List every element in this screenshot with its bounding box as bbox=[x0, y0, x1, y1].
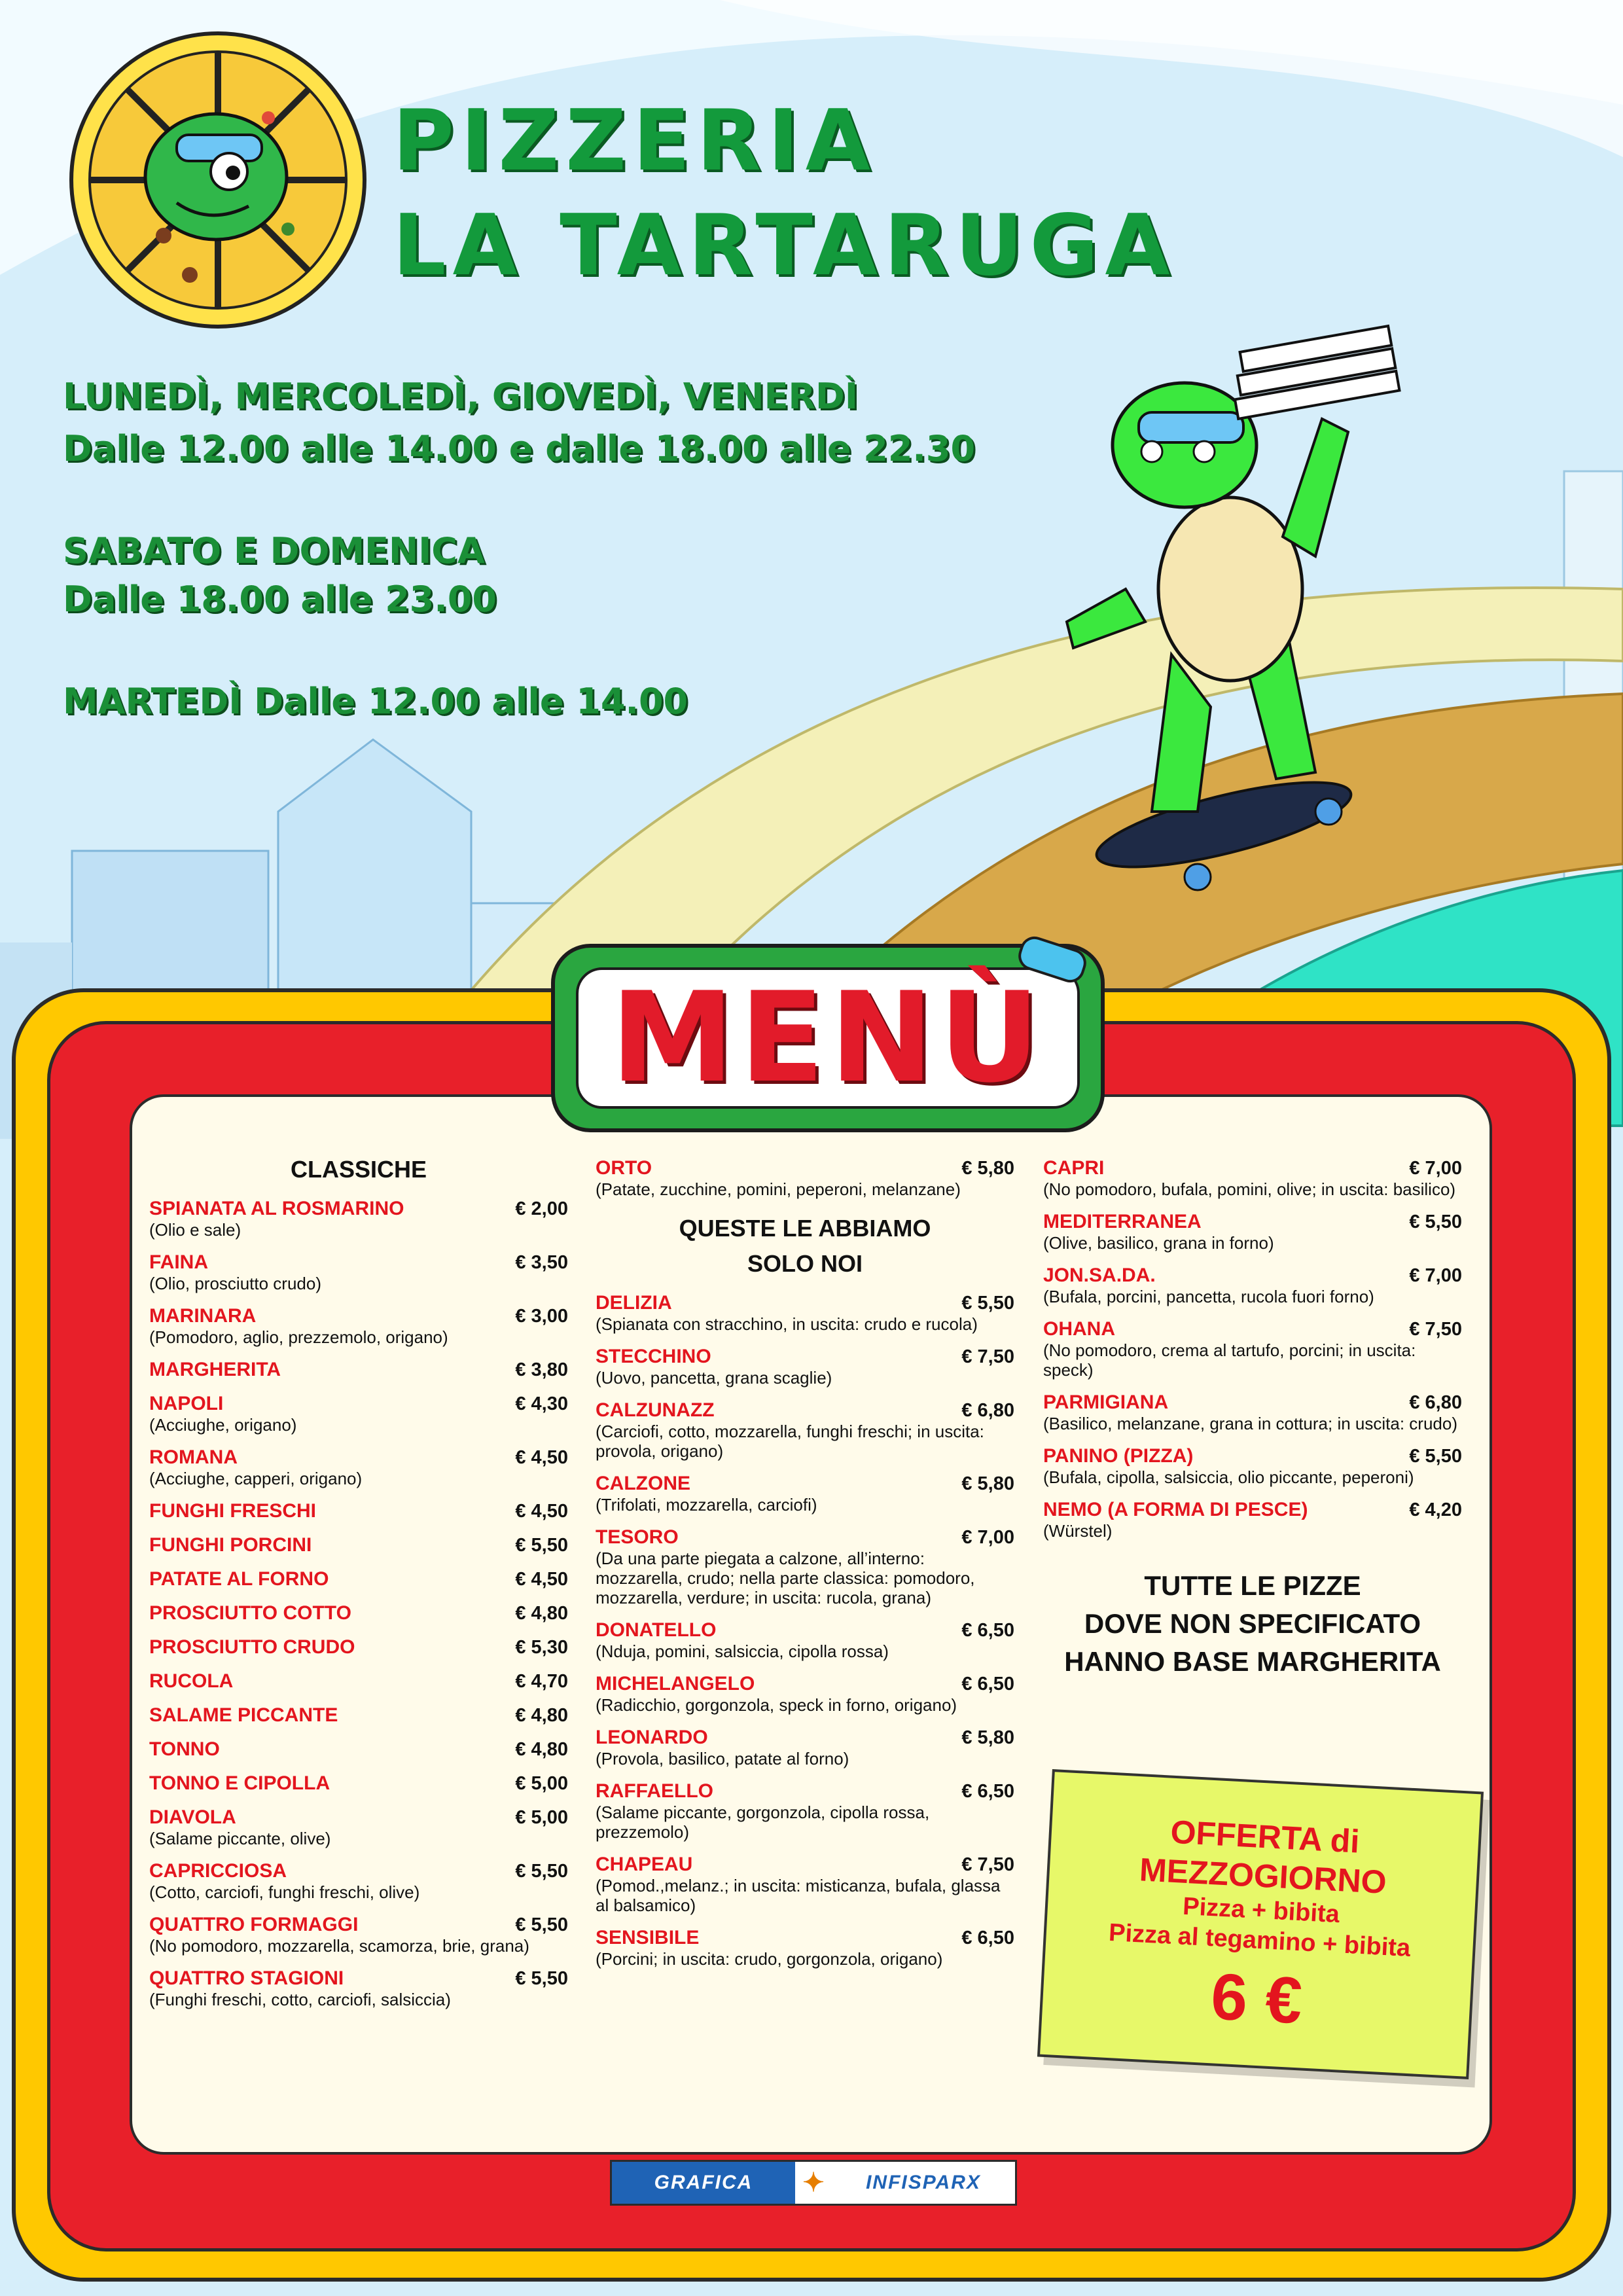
menu-item bbox=[596, 1292, 1014, 1334]
menu-item-price: € 5,80 bbox=[961, 1473, 1014, 1494]
logo-text-right: INFISPARX bbox=[832, 2162, 1015, 2204]
menu-item-name: CALZONE bbox=[596, 1473, 690, 1494]
menu-item-name: DONATELLO bbox=[596, 1619, 717, 1641]
menu-item-name: TONNO bbox=[149, 1738, 220, 1760]
lunch-offer-card bbox=[1037, 1769, 1484, 2079]
menu-item-description: (Provola, basilico, patate al forno) bbox=[596, 1749, 849, 1768]
menu-item-description: (Cotto, carciofi, funghi freschi, olive) bbox=[149, 1882, 420, 1902]
logo-text-left: GRAFICA bbox=[612, 2162, 795, 2204]
menu-item-name: PANINO (PIZZA) bbox=[1043, 1445, 1194, 1467]
menu-item-price: € 2,00 bbox=[515, 1198, 568, 1219]
menu-item-name: CAPRICCIOSA bbox=[149, 1860, 287, 1882]
menu-item-price: € 4,80 bbox=[515, 1739, 568, 1760]
menu-item-description: (Bufala, porcini, pancetta, rucola fuori forno) bbox=[1043, 1287, 1374, 1306]
menu-item-name: FUNGHI FRESCHI bbox=[149, 1500, 316, 1522]
menu-item bbox=[149, 1738, 568, 1761]
menu-item bbox=[149, 1500, 568, 1522]
menu-item-price: € 7,00 bbox=[1409, 1265, 1462, 1286]
menu-item-price: € 5,80 bbox=[961, 1727, 1014, 1748]
menu-item bbox=[596, 1399, 1014, 1461]
menu-item-price: € 3,50 bbox=[515, 1252, 568, 1273]
offer-title-line-1: OFFERTA di bbox=[1169, 1813, 1361, 1860]
offer-price: 6 € bbox=[1209, 1960, 1304, 2038]
title-line-1: PIZZERIA bbox=[393, 92, 877, 190]
section-heading-classiche: CLASSICHE bbox=[290, 1156, 427, 1183]
menu-item-price: € 5,80 bbox=[961, 1158, 1014, 1179]
menu-item-description: (Porcini; in uscita: crudo, gorgonzola, origano) bbox=[596, 1949, 943, 1969]
menu-item-description: (Acciughe, origano) bbox=[149, 1415, 297, 1435]
menu-item bbox=[596, 1927, 1014, 1969]
menu-item-name: QUATTRO STAGIONI bbox=[149, 1967, 344, 1989]
menu-item-price: € 4,50 bbox=[515, 1501, 568, 1522]
menu-item-name: JON.SA.DA. bbox=[1043, 1265, 1156, 1286]
menu-item-description: (No pomodoro, mozzarella, scamorza, brie, grana) bbox=[149, 1936, 529, 1956]
menu-item-price: € 6,80 bbox=[1409, 1392, 1462, 1413]
menu-item bbox=[596, 1780, 1014, 1842]
star-icon: ✦ bbox=[795, 2162, 832, 2204]
menu-item-price: € 5,50 bbox=[515, 1914, 568, 1935]
menu-item bbox=[149, 1534, 568, 1556]
menu-item bbox=[596, 1526, 1014, 1607]
section-heading-specials bbox=[596, 1211, 1014, 1282]
menu-item-description: (Pomodoro, aglio, prezzemolo, origano) bbox=[149, 1327, 448, 1347]
menu-item-name: MARINARA bbox=[149, 1305, 257, 1327]
offer-line-1: Pizza + bibita bbox=[1182, 1892, 1340, 1929]
menu-item-price: € 3,00 bbox=[515, 1306, 568, 1327]
note-line-2: DOVE NON SPECIFICATO bbox=[1084, 1608, 1421, 1639]
menu-item-description: (Uovo, pancetta, grana scaglie) bbox=[596, 1368, 832, 1388]
menu-item-description: (Bufala, cipolla, salsiccia, olio piccante, peperoni) bbox=[1043, 1467, 1414, 1487]
note-line-1: TUTTE LE PIZZE bbox=[1144, 1570, 1361, 1601]
menu-item-price: € 7,00 bbox=[961, 1527, 1014, 1548]
offer-title-line-2: MEZZOGIORNO bbox=[1138, 1851, 1387, 1901]
menu-item-price: € 7,50 bbox=[961, 1346, 1014, 1367]
menu-item-description: (Salame piccante, olive) bbox=[149, 1829, 331, 1848]
menu-item bbox=[1043, 1445, 1462, 1487]
menu-item bbox=[149, 1251, 568, 1293]
menu-item-name: FAINA bbox=[149, 1251, 208, 1273]
menu-item-price: € 5,30 bbox=[515, 1637, 568, 1658]
menu-item-price: € 5,50 bbox=[515, 1861, 568, 1882]
menu-item bbox=[1043, 1318, 1462, 1380]
menu-item bbox=[1043, 1265, 1462, 1306]
menu-item-name: SENSIBILE bbox=[596, 1927, 700, 1948]
menu-item-description: (Carciofi, cotto, mozzarella, funghi freschi; in uscita: provola, origano) bbox=[596, 1422, 984, 1461]
menu-item bbox=[1043, 1499, 1462, 1541]
menu-item bbox=[1043, 1211, 1462, 1253]
menu-item bbox=[596, 1157, 1014, 1199]
menu-item-name: RAFFAELLO bbox=[596, 1780, 713, 1802]
menu-item-price: € 6,80 bbox=[961, 1400, 1014, 1421]
menu-item-name: MICHELANGELO bbox=[596, 1673, 755, 1695]
menu-item-description: (Nduja, pomini, salsiccia, cipolla rossa) bbox=[596, 1641, 889, 1661]
menu-item-price: € 5,50 bbox=[515, 1535, 568, 1556]
menu-item-name: CHAPEAU bbox=[596, 1854, 693, 1875]
menu-item-name: LEONARDO bbox=[596, 1727, 708, 1748]
menu-item-price: € 3,80 bbox=[515, 1359, 568, 1380]
menu-item-description: (Trifolati, mozzarella, carciofi) bbox=[596, 1495, 817, 1515]
pizza-logo-illustration bbox=[71, 33, 365, 327]
menu-item bbox=[596, 1854, 1014, 1915]
menu-item bbox=[149, 1670, 568, 1693]
menu-item-name: PROSCIUTTO CRUDO bbox=[149, 1636, 355, 1658]
menu-item-price: € 5,50 bbox=[1409, 1211, 1462, 1232]
menu-item-price: € 6,50 bbox=[961, 1620, 1014, 1641]
menu-item-description: (Radicchio, gorgonzola, speck in forno, origano) bbox=[596, 1695, 957, 1715]
menu-item-price: € 4,70 bbox=[515, 1671, 568, 1692]
menu-item-description: (Basilico, melanzane, grana in cottura; in uscita: crudo) bbox=[1043, 1414, 1457, 1433]
menu-item-price: € 5,50 bbox=[961, 1293, 1014, 1314]
menu-item-name: TESORO bbox=[596, 1526, 679, 1548]
base-margherita-note bbox=[1043, 1567, 1462, 1681]
menu-item bbox=[596, 1473, 1014, 1515]
menu-item-price: € 6,50 bbox=[961, 1781, 1014, 1802]
offer-line-2: Pizza al tegamino + bibita bbox=[1108, 1918, 1412, 1963]
hours-times-weekend: Dalle 18.00 alle 23.00 bbox=[63, 579, 497, 620]
menu-item-name: PARMIGIANA bbox=[1043, 1391, 1169, 1413]
hours-days-weekday: LUNEDÌ, MERCOLEDÌ, GIOVEDÌ, VENERDÌ bbox=[63, 376, 858, 417]
menu-item-price: € 4,80 bbox=[515, 1603, 568, 1624]
menu-item-price: € 6,50 bbox=[961, 1928, 1014, 1948]
menu-item-name: SALAME PICCANTE bbox=[149, 1704, 338, 1726]
menu-item-name: TONNO E CIPOLLA bbox=[149, 1772, 330, 1794]
menu-item-price: € 7,50 bbox=[961, 1854, 1014, 1875]
menu-item-description: (Pomod.,melanz.; in uscita: misticanza, bufala, glassa al balsamico) bbox=[596, 1876, 1001, 1915]
menu-item-name: CALZUNAZZ bbox=[596, 1399, 715, 1421]
menu-item-price: € 5,50 bbox=[1409, 1446, 1462, 1467]
menu-item bbox=[149, 1967, 568, 2009]
menu-item-description: (Würstel) bbox=[1043, 1521, 1113, 1541]
menu-item-price: € 7,00 bbox=[1409, 1158, 1462, 1179]
hours-days-weekend: SABATO E DOMENICA bbox=[63, 530, 485, 571]
hours-times-weekday: Dalle 12.00 alle 14.00 e dalle 18.00 alle 22.30 bbox=[63, 428, 976, 469]
hours-tuesday: MARTEDÌ Dalle 12.00 alle 14.00 bbox=[63, 681, 688, 722]
menu-item-description: (Patate, zucchine, pomini, peperoni, melanzane) bbox=[596, 1179, 961, 1199]
menu-item-price: € 4,50 bbox=[515, 1447, 568, 1468]
menu-item-price: € 4,20 bbox=[1409, 1499, 1462, 1520]
menu-item bbox=[149, 1772, 568, 1795]
menu-item-description: (Olio e sale) bbox=[149, 1220, 241, 1240]
menu-item-description: (Funghi freschi, cotto, carciofi, salsiccia) bbox=[149, 1990, 451, 2009]
menu-item-name: PATATE AL FORNO bbox=[149, 1568, 329, 1590]
menu-item-name: STECCHINO bbox=[596, 1346, 711, 1367]
title-line-2: LA TARTARUGA bbox=[393, 197, 1177, 295]
menu-item bbox=[149, 1636, 568, 1659]
menu-item-name: ORTO bbox=[596, 1157, 652, 1179]
note-line-3: HANNO BASE MARGHERITA bbox=[1064, 1646, 1441, 1677]
menu-item-name: MARGHERITA bbox=[149, 1359, 281, 1380]
menu-item bbox=[149, 1806, 568, 1848]
menu-item-price: € 5,00 bbox=[515, 1807, 568, 1828]
menu-item-description: (Olio, prosciutto crudo) bbox=[149, 1274, 321, 1293]
menu-item-description: (Spianata con stracchino, in uscita: crudo e rucola) bbox=[596, 1314, 978, 1334]
designer-logo bbox=[610, 2160, 1017, 2206]
menu-item-name: MEDITERRANEA bbox=[1043, 1211, 1202, 1232]
menu-item-price: € 6,50 bbox=[961, 1674, 1014, 1695]
menu-item-name: OHANA bbox=[1043, 1318, 1115, 1340]
menu-item bbox=[596, 1619, 1014, 1661]
menu-item-name: FUNGHI PORCINI bbox=[149, 1534, 312, 1556]
menu-item-name: PROSCIUTTO COTTO bbox=[149, 1602, 351, 1624]
menu-item-description: (Acciughe, capperi, origano) bbox=[149, 1469, 363, 1488]
menu-item-name: DIAVOLA bbox=[149, 1806, 236, 1828]
menu-item bbox=[1043, 1391, 1462, 1433]
menu-item-price: € 5,50 bbox=[515, 1968, 568, 1989]
menu-item bbox=[149, 1860, 568, 1902]
section-heading-specials-line1: QUESTE LE ABBIAMO bbox=[679, 1215, 931, 1242]
menu-item bbox=[149, 1359, 568, 1381]
menu-title-badge bbox=[551, 944, 1105, 1132]
menu-item-name: DELIZIA bbox=[596, 1292, 672, 1314]
menu-item-description: (No pomodoro, crema al tartufo, porcini; in uscita: speck) bbox=[1043, 1340, 1416, 1380]
menu-item-name: NAPOLI bbox=[149, 1393, 224, 1414]
menu-item-name: SPIANATA AL ROSMARINO bbox=[149, 1198, 404, 1219]
column-classiche bbox=[149, 1152, 568, 2021]
column-specials bbox=[596, 1157, 1014, 1981]
menu-item bbox=[149, 1602, 568, 1624]
menu-item-name: QUATTRO FORMAGGI bbox=[149, 1914, 359, 1935]
menu-item bbox=[596, 1673, 1014, 1715]
menu-item-name: CAPRI bbox=[1043, 1157, 1105, 1179]
menu-item-price: € 5,00 bbox=[515, 1773, 568, 1794]
column-right bbox=[1043, 1157, 1462, 1681]
menu-item bbox=[596, 1346, 1014, 1388]
section-heading-specials-line2: SOLO NOI bbox=[747, 1250, 863, 1277]
menu-item-price: € 4,50 bbox=[515, 1569, 568, 1590]
menu-item bbox=[1043, 1157, 1462, 1199]
menu-item-price: € 7,50 bbox=[1409, 1319, 1462, 1340]
menu-item bbox=[149, 1914, 568, 1956]
menu-title: MENÙ bbox=[610, 965, 1046, 1110]
menu-item-price: € 4,30 bbox=[515, 1393, 568, 1414]
menu-item-description: (Olive, basilico, grana in forno) bbox=[1043, 1233, 1274, 1253]
menu-item bbox=[149, 1704, 568, 1727]
menu-item-name: ROMANA bbox=[149, 1446, 238, 1468]
menu-item bbox=[149, 1393, 568, 1435]
menu-item bbox=[149, 1568, 568, 1590]
menu-item-description: (Salame piccante, gorgonzola, cipolla rossa, prezzemolo) bbox=[596, 1803, 930, 1842]
menu-item-name: NEMO (A FORMA DI PESCE) bbox=[1043, 1499, 1308, 1520]
menu-item-name: RUCOLA bbox=[149, 1670, 234, 1692]
menu-item bbox=[149, 1198, 568, 1240]
menu-item-price: € 4,80 bbox=[515, 1705, 568, 1726]
menu-item-description: (No pomodoro, bufala, pomini, olive; in uscita: basilico) bbox=[1043, 1179, 1456, 1199]
menu-item bbox=[596, 1727, 1014, 1768]
menu-item-description: (Da una parte piegata a calzone, all’interno: mozzarella, crudo; nella parte classica: pomodoro, mozzarella, verdure; in uscita: rucola, grana) bbox=[596, 1549, 975, 1607]
menu-item bbox=[149, 1305, 568, 1347]
menu-item bbox=[149, 1446, 568, 1488]
